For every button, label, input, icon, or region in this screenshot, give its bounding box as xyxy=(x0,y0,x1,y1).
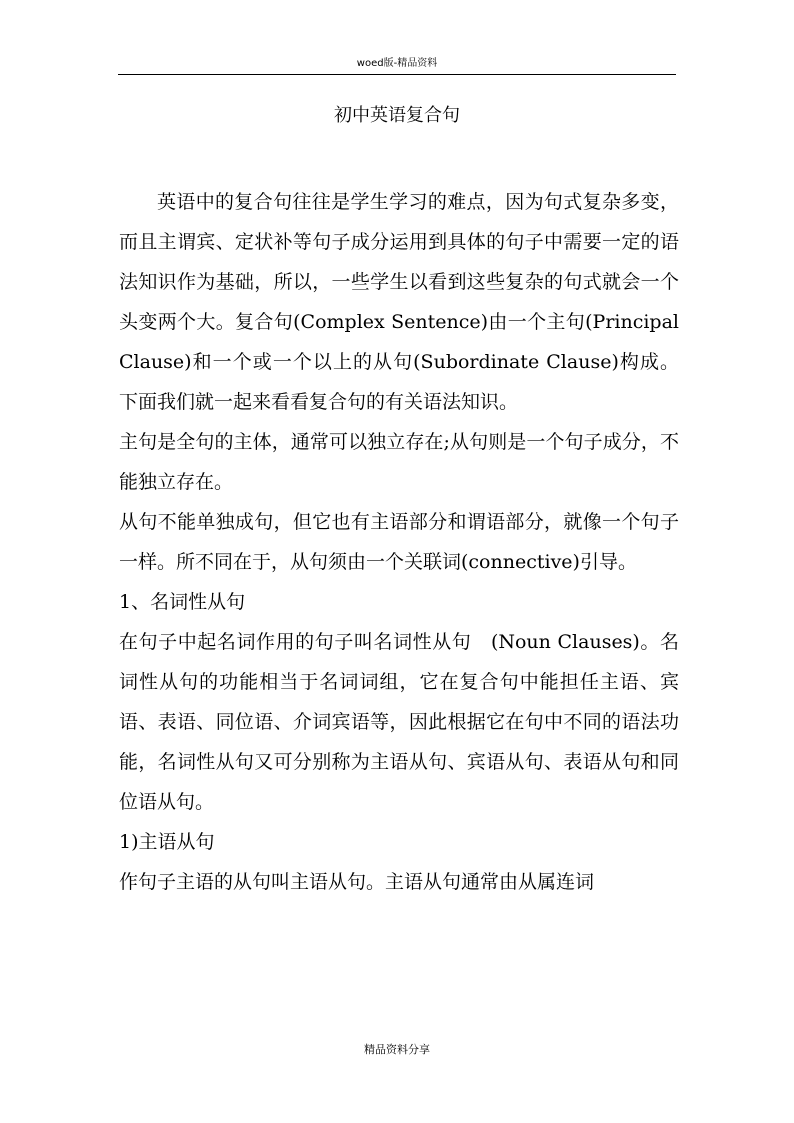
section-heading-noun-clauses: 1、名词性从句 xyxy=(119,591,246,613)
page-header: woed版-精品资料 xyxy=(356,58,438,69)
document-title: 初中英语复合句 xyxy=(334,105,460,126)
page-footer: 精品资料分享 xyxy=(364,1043,430,1056)
intro-paragraph: 英语中的复合句往往是学生学习的难点，因为句式复杂多变，而且主谓宾、定状补等句子成分运用到具体的句子中需要一定的语法知识作为基础，所以，一些学生以看到这些复杂的句式就会一个头变两个大。复合句(Complex Sentence)由一个主句(Principal Clause)和一个或一个以上的从句(Subordinate Clause)构成。下面我们就一起来看看复合句的有关语法知识。 xyxy=(119,191,679,413)
noun-clauses-paragraph: 在句子中起名词作用的句子叫名词性从句 (Noun Clauses)。名词性从句的功能相当于名词词组，它在复合句中能担任主语、宾语、表语、同位语、介词宾语等，因此根据它在句中不同的语法功能，名词性从句又可分别称为主语从句、宾语从句、表语从句和同位语从句。 xyxy=(119,631,679,813)
subordinate-clause-paragraph: 从句不能单独成句，但它也有主语部分和谓语部分，就像一个句子一样。所不同在于，从句须由一个关联词(connective)引导。 xyxy=(119,511,679,573)
document-body xyxy=(119,182,679,902)
subsection-heading-subject-clauses: 1)主语从句 xyxy=(119,831,215,853)
main-clause-paragraph: 主句是全句的主体，通常可以独立存在;从句则是一个句子成分，不能独立存在。 xyxy=(119,431,679,493)
subject-clauses-paragraph: 作句子主语的从句叫主语从句。主语从句通常由从属连词 xyxy=(119,871,595,893)
header-divider xyxy=(118,74,676,75)
